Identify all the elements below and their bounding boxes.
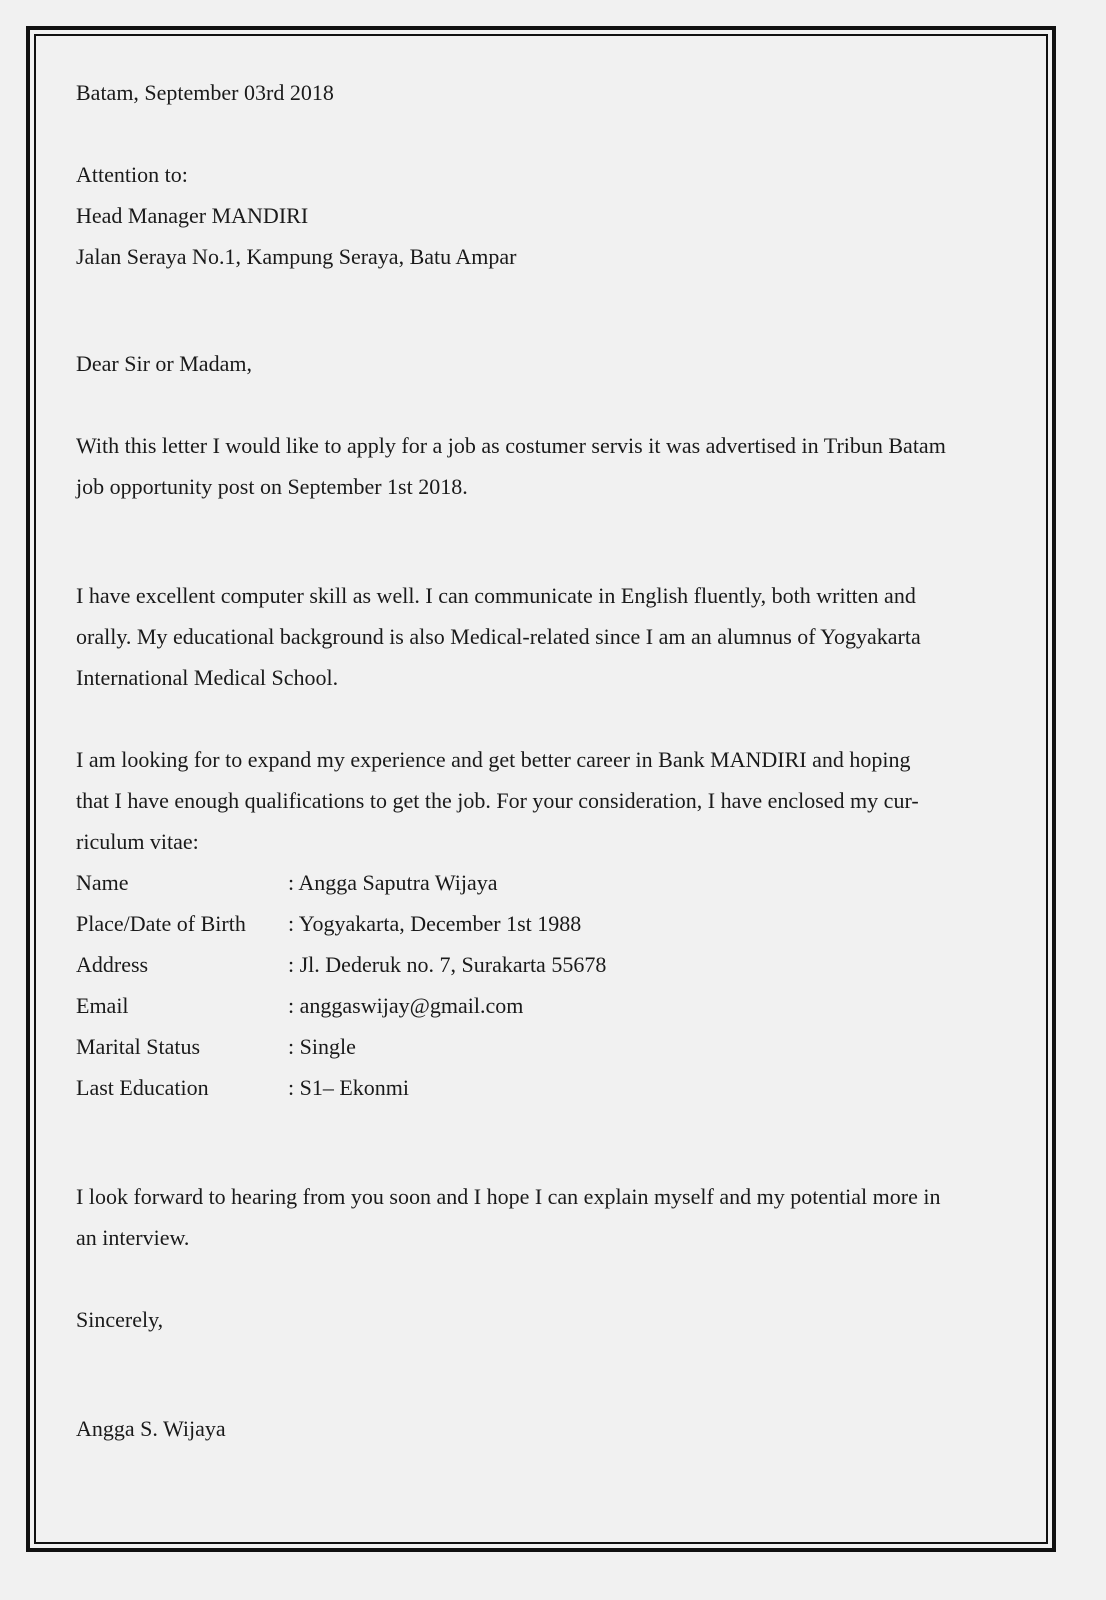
paragraph-line: that I have enough qualifications to get the job. For your consideration, I have enclosed my cur-: [76, 788, 919, 813]
cv-row-email: [76, 985, 1036, 1026]
cv-value: : S1– Ekonmi: [288, 1075, 410, 1100]
cv-row-birth: [76, 903, 1036, 944]
sign-off: Sincerely,: [76, 1307, 164, 1332]
cv-value: : Jl. Dederuk no. 7, Surakarta 55678: [288, 952, 607, 977]
paragraph-line: job opportunity post on September 1st 2018.: [76, 474, 468, 499]
paragraph-line: riculum vitae:: [76, 829, 199, 854]
paragraph-line: orally. My educational background is also Medical-related since I am an alumnus of Yogyakarta: [76, 624, 921, 649]
paragraph-line: I am looking for to expand my experience and get better career in Bank MANDIRI and hoping: [76, 747, 911, 772]
paragraph-line: I look forward to hearing from you soon and I hope I can explain myself and my potential more in: [76, 1184, 941, 1209]
cv-label: Place/Date of Birth: [76, 911, 246, 936]
cv-row-name: [76, 862, 1036, 903]
cv-label: Last Education: [76, 1075, 209, 1100]
paragraph-skills: [76, 575, 1036, 698]
recipient-name: Head Manager MANDIRI: [76, 203, 309, 228]
cv-label: Name: [76, 870, 129, 895]
curriculum-vitae-list: [76, 862, 1036, 1108]
cv-value: : Single: [288, 1034, 356, 1059]
paragraph-motivation: [76, 739, 1036, 862]
recipient-block: [76, 154, 1036, 277]
paragraph-line: International Medical School.: [76, 665, 339, 690]
paragraph-line: I have excellent computer skill as well. I can communicate in English fluently, both written and: [76, 583, 916, 608]
cv-label: Email: [76, 993, 129, 1018]
paragraph-line: an interview.: [76, 1225, 190, 1250]
cv-row-address: [76, 944, 1036, 985]
cv-value: : anggaswijay@gmail.com: [288, 993, 524, 1018]
cv-label: Marital Status: [76, 1034, 201, 1059]
cv-label: Address: [76, 952, 149, 977]
signature-name: Angga S. Wijaya: [76, 1416, 226, 1441]
recipient-address: Jalan Seraya No.1, Kampung Seraya, Batu Ampar: [76, 244, 517, 269]
cv-row-education: [76, 1067, 1036, 1108]
paragraph-line: With this letter I would like to apply for a job as costumer servis it was advertised in Tribun Batam: [76, 433, 946, 458]
cv-value: : Yogyakarta, December 1st 1988: [288, 911, 582, 936]
cv-row-marital-status: [76, 1026, 1036, 1067]
paragraph-closing: [76, 1176, 1036, 1258]
cv-value: : Angga Saputra Wijaya: [288, 870, 498, 895]
salutation: Dear Sir or Madam,: [76, 351, 252, 376]
paragraph-application: [76, 425, 1036, 507]
attention-label: Attention to:: [76, 162, 188, 187]
letter-body: [76, 72, 1036, 1449]
letter-date: Batam, September 03rd 2018: [76, 80, 334, 105]
